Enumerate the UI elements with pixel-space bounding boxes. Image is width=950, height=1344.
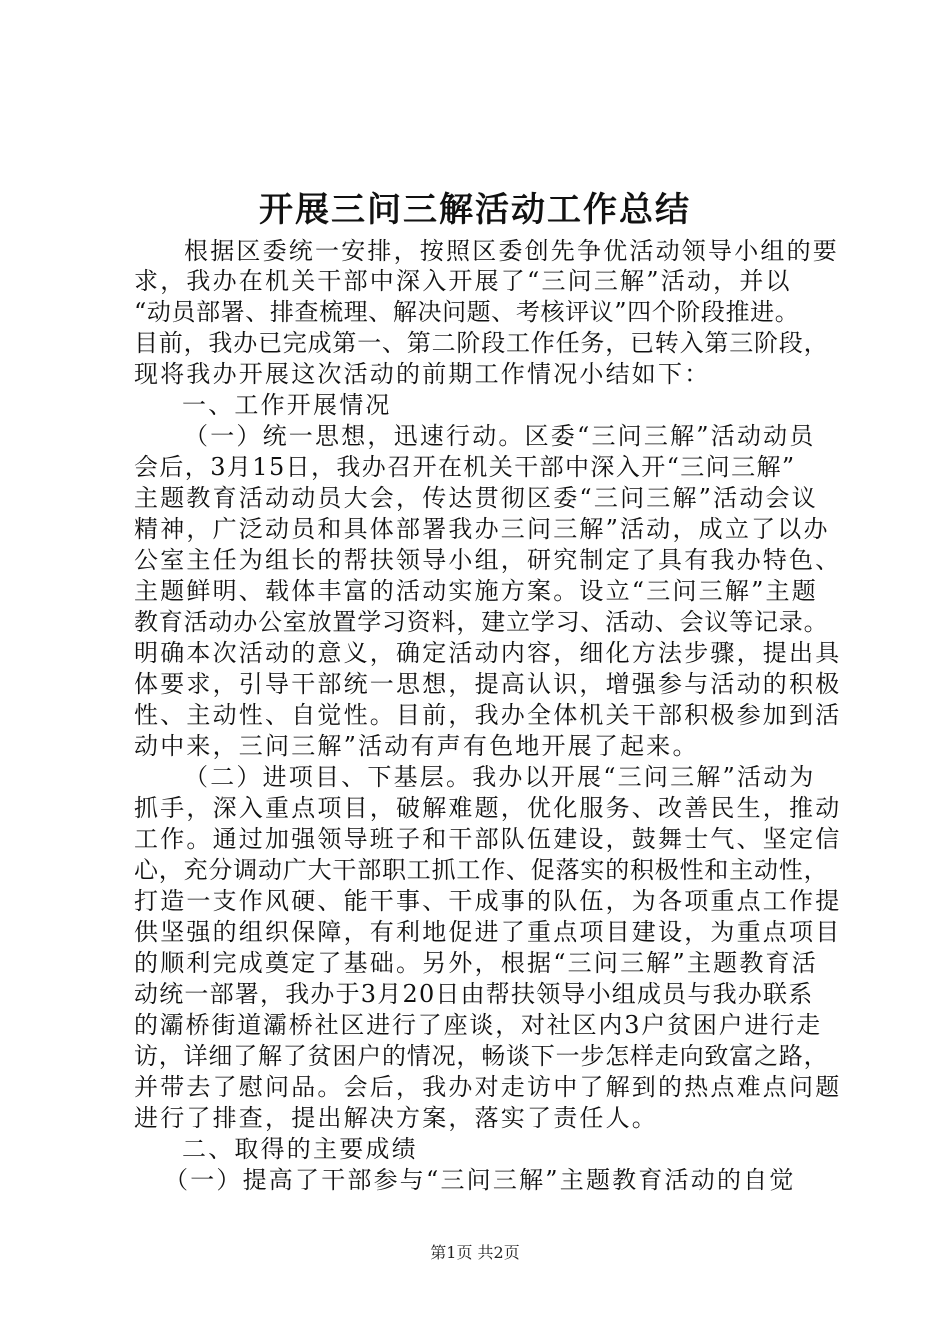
body-line: 根据区委统一安排，按照区委创先争优活动领导小组的要 xyxy=(184,237,839,265)
body-line: 性、主动性、自觉性。目前，我办全体机关干部积极参加到活 xyxy=(134,701,842,729)
body-line: 访，详细了解了贫困户的情况，畅谈下一步怎样走向致富之路， xyxy=(134,1042,829,1070)
body-line: 进行了排查，提出解决方案，落实了责任人。 xyxy=(134,1104,658,1132)
body-line: 心，充分调动广大干部职工抓工作、促落实的积极性和主动性， xyxy=(134,856,829,884)
body-line: 的顺利完成奠定了基础。另外，根据“三问三解”主题教育活 xyxy=(134,949,818,977)
body-line: 动中来，三问三解”活动有声有色地开展了起来。 xyxy=(134,732,699,760)
body-line: （二）进项目、下基层。我办以开展“三问三解”活动为 xyxy=(184,763,816,791)
body-line: 的灞桥街道灞桥社区进行了座谈，对社区内3户贫困户进行走 xyxy=(134,1011,822,1039)
body-line: 抓手，深入重点项目，破解难题，优化服务、改善民生，推动 xyxy=(134,794,842,822)
body-line: 主题教育活动动员大会，传达贯彻区委“三问三解”活动会议 xyxy=(134,484,818,512)
body-line: 明确本次活动的意义，确定活动内容，细化方法步骤，提出具 xyxy=(134,639,842,667)
page-footer: 第1页 共2页 xyxy=(430,1243,520,1262)
body-line: “动员部署、排查梳理、解决问题、考核评议”四个阶段推进。 xyxy=(134,298,800,326)
body-line: 主题鲜明、载体丰富的活动实施方案。设立“三问三解”主题 xyxy=(134,577,818,605)
body-line: 体要求，引导干部统一思想，提高认识，增强参与活动的积极 xyxy=(134,670,842,698)
body-line: 目前，我办已完成第一、第二阶段工作任务，已转入第三阶段， xyxy=(134,329,829,357)
body-line: 教育活动办公室放置学习资料，建立学习、活动、会议等记录。 xyxy=(134,608,829,636)
body-line: 现将我办开展这次活动的前期工作情况小结如下： xyxy=(134,360,711,388)
body-line: （一）提高了干部参与“三问三解”主题教育活动的自觉 xyxy=(164,1166,796,1194)
body-line: 工作。通过加强领导班子和干部队伍建设，鼓舞士气、坚定信 xyxy=(134,825,842,853)
body-line: （一）统一思想，迅速行动。区委“三问三解”活动动员 xyxy=(184,422,816,450)
section-heading: 一、工作开展情况 xyxy=(182,391,392,419)
section-heading: 二、取得的主要成绩 xyxy=(182,1135,418,1163)
body-line: 打造一支作风硬、能干事、干成事的队伍，为各项重点工作提 xyxy=(134,887,842,915)
body-line: 供坚强的组织保障，有利地促进了重点项目建设，为重点项目 xyxy=(134,918,842,946)
body-line: 并带去了慰问品。会后，我办对走访中了解到的热点难点问题 xyxy=(134,1073,842,1101)
body-line: 会后，3月15日，我办召开在机关干部中深入开“三问三解” xyxy=(134,453,796,481)
body-line: 动统一部署，我办于3月20日由帮扶领导小组成员与我办联系 xyxy=(134,980,814,1008)
body-line: 求，我办在机关干部中深入开展了“三问三解”活动，并以 xyxy=(134,267,792,295)
body-line: 公室主任为组长的帮扶领导小组，研究制定了具有我办特色、 xyxy=(134,546,842,574)
document-title: 开展三问三解活动工作总结 xyxy=(259,190,691,230)
body-line: 精神，广泛动员和具体部署我办三问三解”活动，成立了以办 xyxy=(134,515,830,543)
